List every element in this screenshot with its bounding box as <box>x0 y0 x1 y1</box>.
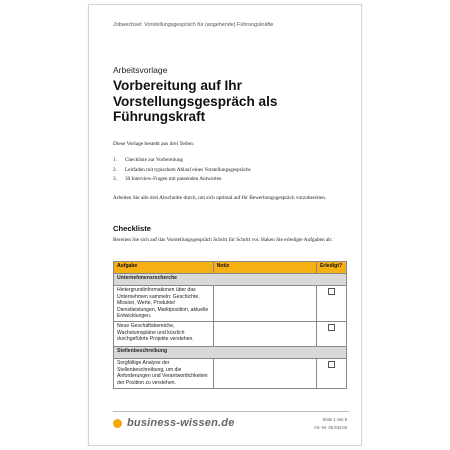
checkbox[interactable] <box>328 361 335 368</box>
group-row <box>114 274 347 286</box>
document-page <box>88 4 362 446</box>
checklist-table <box>113 261 347 389</box>
footer-divider <box>113 411 349 412</box>
step-number: 2. <box>113 166 117 173</box>
article-number: Art.-Nr. 06.034.03 <box>313 425 347 430</box>
done-cell <box>317 322 347 347</box>
intro-text: Diese Vorlage besteht aus drei Teilen: <box>113 141 195 147</box>
brand-logo <box>113 417 235 429</box>
table-row <box>114 359 347 389</box>
step-text: Leitfaden mit typischem Ablauf eines Vorstellungsgesprächs <box>125 166 251 173</box>
list-item <box>113 167 251 177</box>
done-cell <box>317 286 347 322</box>
group-row <box>114 347 347 359</box>
group-title: Stellenbeschreibung <box>114 347 347 359</box>
task-note[interactable] <box>213 359 316 389</box>
brand-name: business-wissen.de <box>127 417 235 429</box>
page-number: Seite 1 von 9 <box>322 417 347 422</box>
steps-list <box>113 157 251 186</box>
step-number: 1. <box>113 157 117 163</box>
step-number: 3. <box>113 176 117 183</box>
column-header-task: Aufgabe <box>114 262 214 274</box>
document-type: Arbeitsvorlage <box>113 65 168 75</box>
table-row <box>114 322 347 347</box>
checkbox[interactable] <box>328 288 335 295</box>
list-item <box>113 176 251 186</box>
task-note[interactable] <box>213 286 316 322</box>
task-note[interactable] <box>213 322 316 347</box>
task-text: Neue Geschäftsbereiche, Wachstumspläne und kürzlich durchgeführte Projekte verstehen. <box>114 322 214 347</box>
task-text: Sorgfältige Analyse der Stellenbeschreibung, um die Anforderungen und Verantwortlichkeiten der Position zu verstehen. <box>114 359 214 389</box>
running-header: Jobwechsel: Vorstellungsgespräch für (angehende) Führungskräfte <box>113 22 274 28</box>
checklist-heading: Checkliste <box>113 224 151 233</box>
brand-dot-icon <box>113 419 122 428</box>
step-text: Checkliste zur Vorbereitung <box>125 157 184 163</box>
table-header-row <box>114 262 347 274</box>
instruction-text: Arbeiten Sie alle drei Abschnitte durch, um sich optimal auf Ihr Bewerbungsgespräch vorzubereiten. <box>113 195 327 201</box>
list-item <box>113 157 251 167</box>
table-row <box>114 286 347 322</box>
task-text: Hintergrundinformationen über das Unternehmen sammeln: Geschichte, Mission, Werte, Produkte/ Dienstleistungen, Marktposition, aktuelle Entwicklungen. <box>114 286 214 322</box>
group-title: Unternehmensrecherche <box>114 274 347 286</box>
checkbox[interactable] <box>328 324 335 331</box>
column-header-done: Erledigt? <box>317 262 347 274</box>
checklist-intro: Bereiten Sie sich auf das Vorstellungsgespräch Schritt für Schritt vor. Haken Sie erledigte Aufgaben ab: <box>113 237 333 243</box>
document-title: Vorbereitung auf Ihr Vorstellungsgespräch als Führungskraft <box>113 78 278 125</box>
step-text: 30 Interview-Fragen mit passenden Antworten <box>125 176 222 183</box>
column-header-note: Notiz <box>213 262 316 274</box>
done-cell <box>317 359 347 389</box>
